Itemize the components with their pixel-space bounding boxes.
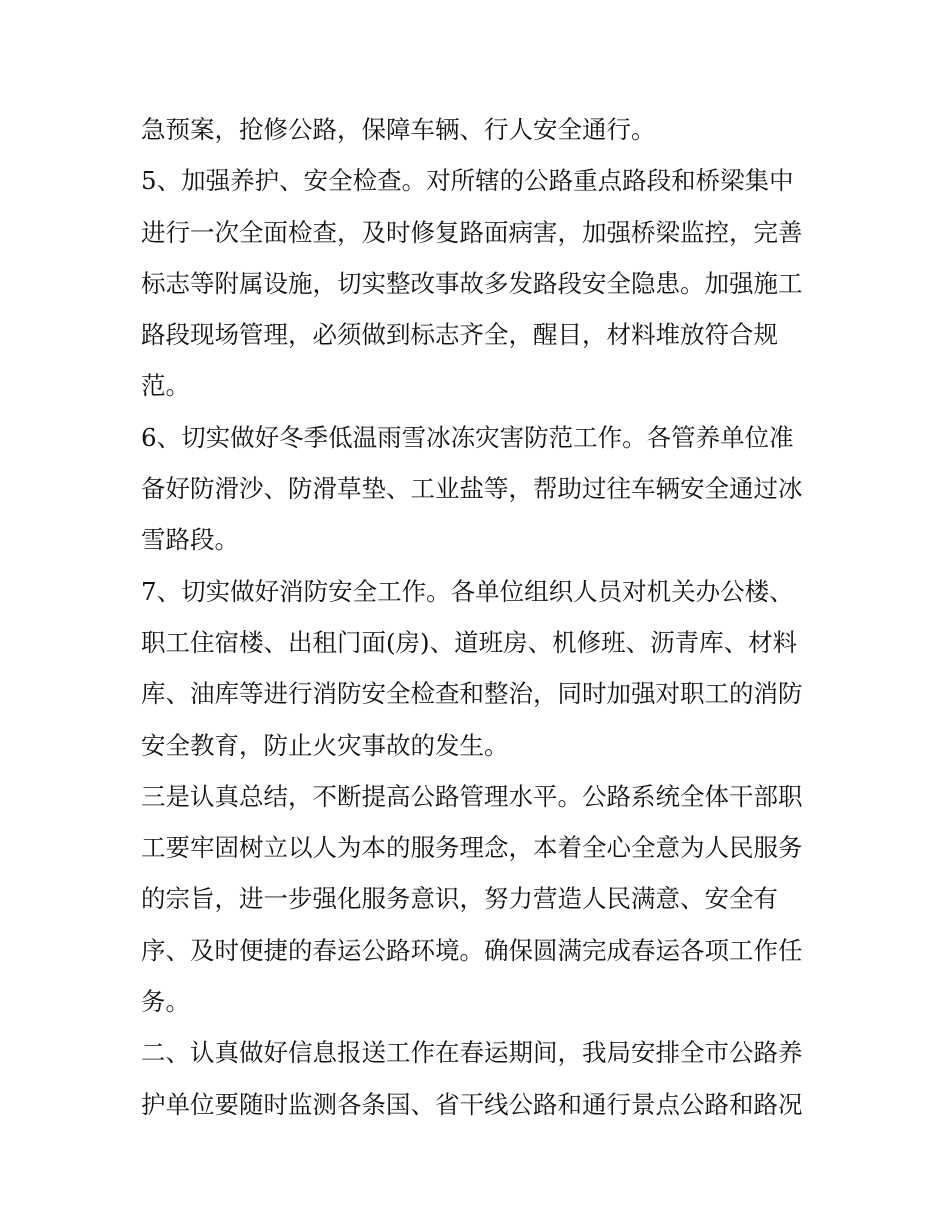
text-line: 进行一次全面检查，及时修复路面病害，加强桥梁监控，完善: [141, 217, 803, 247]
text-line: 5、加强养护、安全检查。对所辖的公路重点路段和桥梁集中: [141, 166, 794, 196]
text-line: 二、认真做好信息报送工作在春运期间，我局安排全市公路养: [141, 1038, 803, 1068]
text-line: 6、切实做好冬季低温雨雪冰冻灾害防范工作。各管养单位准: [141, 422, 794, 452]
text-line: 雪路段。: [141, 525, 239, 555]
text-line: 三是认真总结，不断提高公路管理水平。公路系统全体干部职: [141, 781, 803, 811]
text-line: 职工住宿楼、出租门面(房)、道班房、机修班、沥青库、材料: [141, 627, 798, 657]
text-line: 的宗旨，进一步强化服务意识，努力营造人民满意、安全有: [141, 884, 778, 914]
text-line: 护单位要随时监测各条国、省干线公路和通行景点公路和路况: [141, 1089, 803, 1119]
text-line: 急预案，抢修公路，保障车辆、行人安全通行。: [141, 115, 656, 144]
text-line: 7、切实做好消防安全工作。各单位组织人员对机关办公楼、: [141, 576, 794, 606]
text-line: 备好防滑沙、防滑草垫、工业盐等，帮助过往车辆安全通过冰: [141, 474, 803, 504]
text-line: 工要牢固树立以人为本的服务理念，本着全心全意为人民服务: [141, 833, 803, 863]
text-line: 务。: [141, 987, 190, 1017]
text-line: 范。: [141, 371, 190, 401]
text-line: 路段现场管理，必须做到标志齐全，醒目，材料堆放符合规: [141, 320, 778, 350]
text-line: 序、及时便捷的春运公路环境。确保圆满完成春运各项工作任: [141, 935, 803, 965]
document-body: [141, 104, 821, 1130]
text-line: 标志等附属设施，切实整改事故多发路段安全隐患。加强施工: [141, 268, 803, 298]
text-line: 安全教育，防止火灾事故的发生。: [141, 730, 509, 760]
text-line: 库、油库等进行消防安全检查和整治，同时加强对职工的消防: [141, 679, 803, 709]
